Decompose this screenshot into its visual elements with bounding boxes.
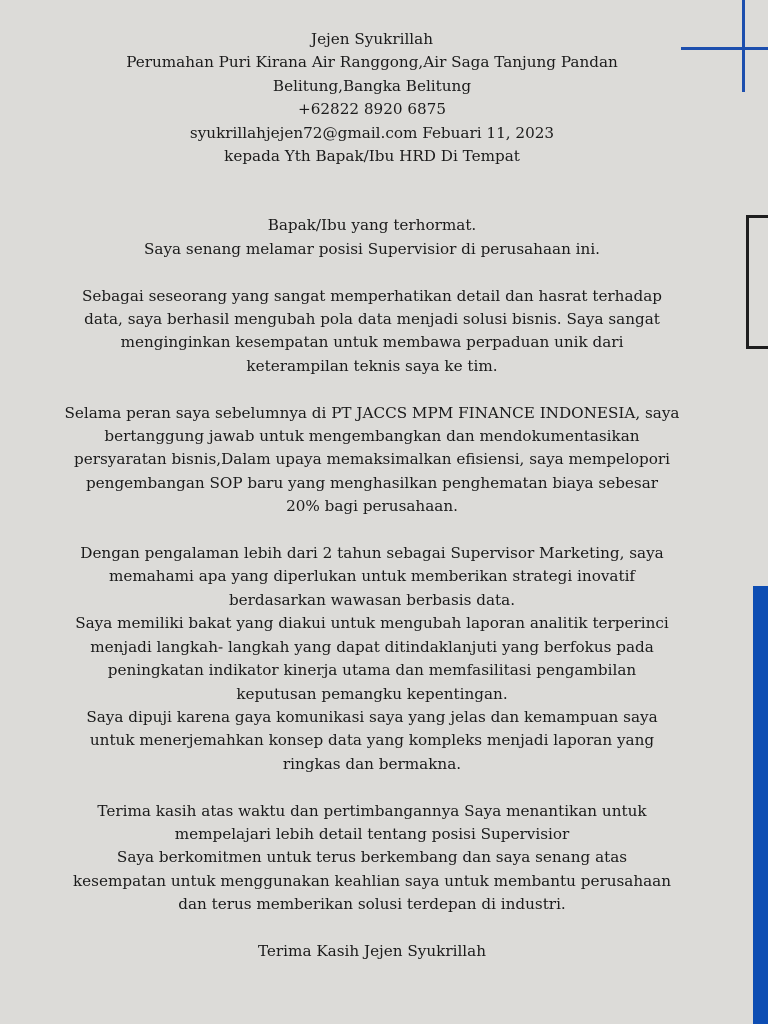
sender-phone: +62822 8920 6875 [298, 100, 446, 119]
paragraph-line: untuk menerjemahkan konsep data yang kompleks menjadi laporan yang [89, 731, 655, 750]
decorative-cross-vertical [742, 0, 745, 92]
paragraph-line: Saya berkomitmen untuk terus berkembang dan saya senang atas [116, 848, 628, 867]
paragraph-line: dan terus memberikan solusi terdepan di industri. [178, 895, 566, 914]
letter-header [40, 28, 704, 168]
paragraph-1 [40, 285, 704, 379]
sender-address-line2: Belitung,Bangka Belitung [272, 76, 472, 95]
paragraph-2 [40, 402, 704, 519]
paragraph-line: Saya memiliki bakat yang diakui untuk mengubah laporan analitik terperinci [75, 614, 669, 633]
paragraph-line: peningkatan indikator kinerja utama dan memfasilitasi pengambilan [107, 661, 637, 680]
paragraph-line: Sebagai seseorang yang sangat memperhatikan detail dan hasrat terhadap [81, 286, 663, 305]
intro-line: Saya senang melamar posisi Supervisior di perusahaan ini. [143, 239, 601, 258]
paragraph-line: Dengan pengalaman lebih dari 2 tahun sebagai Supervisor Marketing, saya [80, 544, 664, 563]
paragraph-line: persyaratan bisnis,Dalam upaya memaksimalkan efisiensi, saya mempelopori [73, 450, 671, 469]
paragraph-line: berdasarkan wawasan berbasis data. [228, 590, 516, 609]
paragraph-line: keputusan pemangku kepentingan. [236, 684, 508, 703]
cover-letter [40, 28, 704, 963]
paragraph-line: bertanggung jawab untuk mengembangkan dan mendokumentasikan [104, 427, 640, 446]
paragraph-line: keterampilan teknis saya ke tim. [246, 356, 498, 375]
greeting [40, 214, 704, 261]
closing-signature: Terima Kasih Jejen Syukrillah [257, 941, 487, 960]
sender-email-date: syukrillahjejen72@gmail.com Febuari 11, 2023 [189, 123, 555, 142]
paragraph-3 [40, 542, 704, 776]
paragraph-line: Saya dipuji karena gaya komunikasi saya yang jelas dan kemampuan saya [86, 707, 658, 726]
paragraph-line: pengembangan SOP baru yang menghasilkan penghematan biaya sebesar [85, 473, 659, 492]
paragraph-line: kesempatan untuk menggunakan keahlian saya untuk membantu perusahaan [72, 871, 672, 890]
decorative-bracket [746, 215, 768, 349]
paragraph-line: mempelajari lebih detail tentang posisi Supervisior [174, 824, 570, 843]
salutation: Bapak/Ibu yang terhormat. [267, 216, 477, 235]
paragraph-line: Terima kasih atas waktu dan pertimbangannya Saya menantikan untuk [97, 801, 647, 820]
sender-name: Jejen Syukrillah [310, 30, 434, 48]
paragraph-line: ringkas dan bermakna. [282, 754, 462, 773]
paragraph-line: data, saya berhasil mengubah pola data menjadi solusi bisnis. Saya sangat [84, 310, 660, 329]
paragraph-line: memahami apa yang diperlukan untuk memberikan strategi inovatif [108, 567, 636, 586]
decorative-blue-bar [753, 586, 768, 1024]
paragraph-line: 20% bagi perusahaan. [286, 497, 458, 516]
sender-address-line1: Perumahan Puri Kirana Air Ranggong,Air Saga Tanjung Pandan [126, 53, 618, 72]
paragraph-4 [40, 800, 704, 917]
paragraph-line: menjadi langkah- langkah yang dapat ditindaklanjuti yang berfokus pada [90, 637, 654, 656]
recipient-line: kepada Yth Bapak/Ibu HRD Di Tempat [224, 147, 520, 166]
paragraph-line: Selama peran saya sebelumnya di PT JACCS MPM FINANCE INDONESIA, saya [64, 403, 680, 422]
paragraph-line: menginginkan kesempatan untuk membawa perpaduan unik dari [120, 333, 624, 352]
